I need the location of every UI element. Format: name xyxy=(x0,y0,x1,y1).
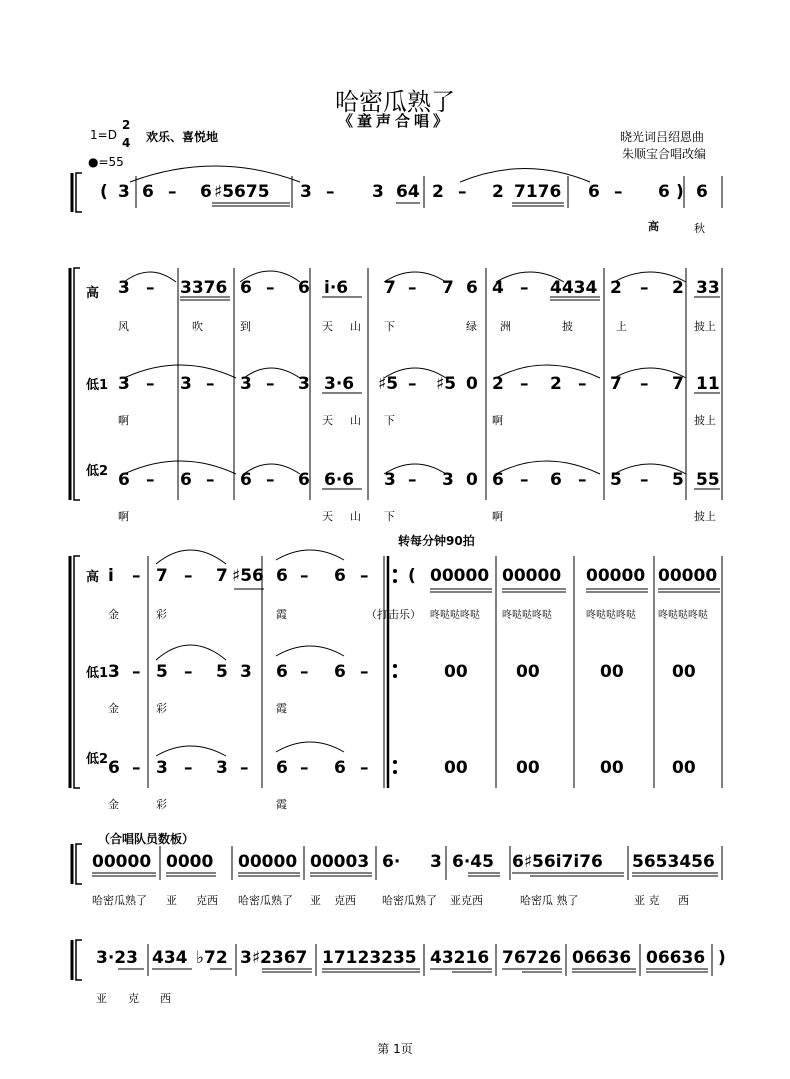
lyric: 彩 xyxy=(156,798,167,811)
lyric: 亚 xyxy=(166,894,177,907)
note: 2 xyxy=(672,278,684,298)
note: i·6 xyxy=(324,278,349,298)
lyric: 西 xyxy=(160,992,171,1005)
lyric: 披上 xyxy=(694,510,716,523)
lyricist-composer: 晓光词吕绍恩曲 xyxy=(620,130,705,144)
note: 5 xyxy=(156,662,168,682)
lyric: 山 xyxy=(350,414,361,427)
note: 2 xyxy=(492,374,504,394)
note: 6· xyxy=(382,852,401,872)
lyric: 风 xyxy=(118,320,129,333)
note: – xyxy=(266,278,275,298)
note: – xyxy=(640,470,649,490)
note: 3376 xyxy=(180,278,228,298)
note: – xyxy=(168,182,177,202)
lyric: 高 xyxy=(648,220,659,233)
lyric: 天 xyxy=(322,320,333,333)
note: 3 xyxy=(108,662,120,682)
rest: 00 xyxy=(600,662,624,682)
lyric: 下 xyxy=(384,320,395,333)
note: – xyxy=(146,374,155,394)
rest: 00 xyxy=(444,662,468,682)
note: 0 xyxy=(466,470,478,490)
lyric: 彩 xyxy=(156,608,167,621)
note: 00000 xyxy=(92,852,152,872)
note: 3·6 xyxy=(324,374,355,394)
note: – xyxy=(408,374,417,394)
note: 6 xyxy=(492,470,504,490)
note: 06636 xyxy=(646,948,706,968)
lyric: 霞 xyxy=(276,608,287,621)
note: – xyxy=(240,758,249,778)
note: – xyxy=(146,278,155,298)
note: 3 xyxy=(180,374,192,394)
note: 3 xyxy=(442,470,454,490)
lyric: 啊 xyxy=(118,510,129,523)
lyric: 西 xyxy=(678,894,689,907)
lyric: 亚 xyxy=(96,992,107,1005)
note: 4 xyxy=(492,278,504,298)
time-signature-bottom: 4 xyxy=(122,136,131,150)
lyric: 金 xyxy=(108,608,119,621)
perc-syllables: 咚哒哒咚哒 xyxy=(658,610,708,621)
lyric: 克西 xyxy=(334,894,356,907)
part-label-low2: 低2 xyxy=(86,752,109,767)
note: 6·45 xyxy=(452,852,494,872)
note: 6 xyxy=(334,758,346,778)
note: 2 xyxy=(432,182,444,202)
time-signature-top: 2 xyxy=(122,118,131,132)
note: – xyxy=(408,470,417,490)
note: 3 xyxy=(430,852,442,872)
lyric: 山 xyxy=(350,320,361,333)
lyric: 彩 xyxy=(156,702,167,715)
note: – xyxy=(266,470,275,490)
note: 6·6 xyxy=(324,470,355,490)
note: 64 xyxy=(396,182,420,202)
tempo-marking: ●=55 xyxy=(88,155,124,169)
note: 0000 xyxy=(166,852,214,872)
note: 6 xyxy=(298,470,310,490)
lyric: 天 xyxy=(322,510,333,523)
note: ) xyxy=(676,182,684,202)
note: 55 xyxy=(696,470,720,490)
note: 6 xyxy=(240,470,252,490)
rest: 00 xyxy=(444,758,468,778)
note: 3 xyxy=(372,182,384,202)
note: 7 xyxy=(156,566,168,586)
note: 6 xyxy=(276,662,288,682)
lyric: 下 xyxy=(384,414,395,427)
note: 6 xyxy=(276,566,288,586)
lyric: 到 xyxy=(240,320,251,333)
note: 7 xyxy=(216,566,228,586)
part-label-high: 高 xyxy=(86,570,100,585)
note: – xyxy=(578,470,587,490)
perc-note: 00000 xyxy=(502,566,562,586)
note: – xyxy=(132,566,141,586)
note: 3♯2367 xyxy=(240,948,308,968)
note: – xyxy=(184,566,193,586)
note: – xyxy=(640,374,649,394)
note: – xyxy=(184,662,193,682)
note: – xyxy=(184,758,193,778)
note: ♯5675 xyxy=(214,182,270,202)
lyric: 哈密瓜熟了 xyxy=(382,894,437,907)
note: – xyxy=(266,374,275,394)
note: 6 xyxy=(180,470,192,490)
lyric: 哈密瓜熟了 xyxy=(92,894,147,907)
lyric: 亚 克 xyxy=(634,894,660,907)
lyric: 啊 xyxy=(492,510,503,523)
rest: 00 xyxy=(672,662,696,682)
note: – xyxy=(408,278,417,298)
note: – xyxy=(360,662,369,682)
note: 06636 xyxy=(572,948,632,968)
note: 76726 xyxy=(502,948,562,968)
note: – xyxy=(360,566,369,586)
note: – xyxy=(360,758,369,778)
rest: 00 xyxy=(516,662,540,682)
note: 17123235 xyxy=(322,948,417,968)
lyric: 哈密瓜熟了 xyxy=(238,894,293,907)
note: – xyxy=(614,182,623,202)
rest: 00 xyxy=(672,758,696,778)
note: 3 xyxy=(118,278,130,298)
note: 6♯56i7i76 xyxy=(512,852,603,872)
note: – xyxy=(520,374,529,394)
note: 6 xyxy=(240,278,252,298)
lyric: 洲 xyxy=(500,320,511,333)
lyric: 啊 xyxy=(492,414,503,427)
note: 7176 xyxy=(514,182,562,202)
note: – xyxy=(300,758,309,778)
note: 6 xyxy=(466,278,478,298)
note: 3 xyxy=(240,374,252,394)
note: 3 xyxy=(300,182,312,202)
note: 7 xyxy=(672,374,684,394)
note: 3 xyxy=(118,374,130,394)
note: 6 xyxy=(276,758,288,778)
lyric: 山 xyxy=(350,510,361,523)
part-label-high: 高 xyxy=(86,286,100,301)
section-label: （合唱队员数板） xyxy=(98,832,195,846)
perc-note: 00000 xyxy=(430,566,490,586)
note: 6 xyxy=(550,470,562,490)
note: 2 xyxy=(492,182,504,202)
note: 5 xyxy=(610,470,622,490)
note: 6 xyxy=(108,758,120,778)
note: 0 xyxy=(466,374,478,394)
bracket-close: ) xyxy=(718,948,726,968)
lyric: 亚克西 xyxy=(450,894,483,907)
bracket-open: ( xyxy=(408,566,416,586)
note: 11 xyxy=(696,374,720,394)
lyric: 天 xyxy=(322,414,333,427)
percussion-label: （打击乐） xyxy=(366,608,421,621)
note: 33 xyxy=(696,278,720,298)
arranger: 朱顺宝合唱改编 xyxy=(622,147,707,161)
lyric: 秋 xyxy=(694,222,705,235)
note: – xyxy=(578,374,587,394)
perc-syllables: 咚哒哒咚哒 xyxy=(586,610,636,621)
note: – xyxy=(132,758,141,778)
lyric: 金 xyxy=(108,798,119,811)
note: 43216 xyxy=(430,948,490,968)
note: 4434 xyxy=(550,278,598,298)
note: – xyxy=(300,662,309,682)
part-label-low1: 低1 xyxy=(86,666,109,681)
note: 6 xyxy=(298,278,310,298)
lyric: 披 xyxy=(562,320,573,333)
note: 6 xyxy=(334,662,346,682)
lyric: 克西 xyxy=(196,894,218,907)
note: 00003 xyxy=(310,852,370,872)
note: – xyxy=(640,278,649,298)
lyric: 上 xyxy=(616,320,627,333)
key-signature: 1=D xyxy=(90,128,117,142)
note-icon: ● xyxy=(88,155,99,169)
score-subtitle: 《童声合唱》 xyxy=(337,112,452,130)
note: – xyxy=(520,278,529,298)
lyric: 披上 xyxy=(694,320,716,333)
note: 6 xyxy=(334,566,346,586)
note: 434 xyxy=(152,948,188,968)
part-label-low1: 低1 xyxy=(86,378,109,393)
note: 7 xyxy=(384,278,396,298)
lyric: 披上 xyxy=(694,414,716,427)
note: i xyxy=(108,566,114,586)
note: 6 xyxy=(658,182,670,202)
note: – xyxy=(206,470,215,490)
expression-marking: 欢乐、喜悦地 xyxy=(146,130,219,144)
note: ♭72 xyxy=(196,948,228,968)
note: – xyxy=(206,374,215,394)
note: – xyxy=(458,182,467,202)
note: 6 xyxy=(588,182,600,202)
note: – xyxy=(132,662,141,682)
lyric: 亚 xyxy=(310,894,321,907)
note: – xyxy=(300,566,309,586)
note: 3 xyxy=(298,374,310,394)
note: – xyxy=(326,182,335,202)
lyric: 霞 xyxy=(276,798,287,811)
lyric: 绿 xyxy=(466,320,477,333)
note: 6 xyxy=(200,182,212,202)
note: 3·23 xyxy=(96,948,138,968)
note: 6 xyxy=(118,470,130,490)
note: – xyxy=(520,470,529,490)
perc-syllables: 咚哒哒咚哒 xyxy=(502,610,552,621)
lyric: 哈密瓜 熟了 xyxy=(520,894,579,907)
note: 2 xyxy=(610,278,622,298)
note: ( xyxy=(100,182,108,202)
note: 3 xyxy=(156,758,168,778)
lyric: 金 xyxy=(108,702,119,715)
perc-note: 00000 xyxy=(586,566,646,586)
note: 7 xyxy=(610,374,622,394)
tempo-change: 转每分钟90拍 xyxy=(398,534,475,548)
perc-note: 00000 xyxy=(658,566,718,586)
note: – xyxy=(146,470,155,490)
lyric: 下 xyxy=(384,510,395,523)
note: 6 xyxy=(696,182,708,202)
note: ♯56 xyxy=(232,566,264,586)
note: 5653456 xyxy=(632,852,715,872)
note: 7 xyxy=(442,278,454,298)
perc-syllables: 咚哒哒咚哒 xyxy=(430,610,480,621)
rest: 00 xyxy=(600,758,624,778)
part-label-low2: 低2 xyxy=(86,464,109,479)
note: 3 xyxy=(118,182,130,202)
note: 5 xyxy=(216,662,228,682)
note: ♯5 xyxy=(436,374,457,394)
score-title: 哈密瓜熟了 xyxy=(335,88,455,116)
note: 5 xyxy=(672,470,684,490)
lyric: 啊 xyxy=(118,414,129,427)
note: 3 xyxy=(216,758,228,778)
note: 6 xyxy=(142,182,154,202)
page-number: 第 1页 xyxy=(377,1042,413,1056)
note: 2 xyxy=(550,374,562,394)
note: 3 xyxy=(240,662,252,682)
rest: 00 xyxy=(516,758,540,778)
lyric: 吹 xyxy=(192,320,203,333)
note: 00000 xyxy=(238,852,298,872)
note: 3 xyxy=(384,470,396,490)
note: ♯5 xyxy=(378,374,399,394)
lyric: 霞 xyxy=(276,702,287,715)
lyric: 克 xyxy=(128,992,139,1005)
